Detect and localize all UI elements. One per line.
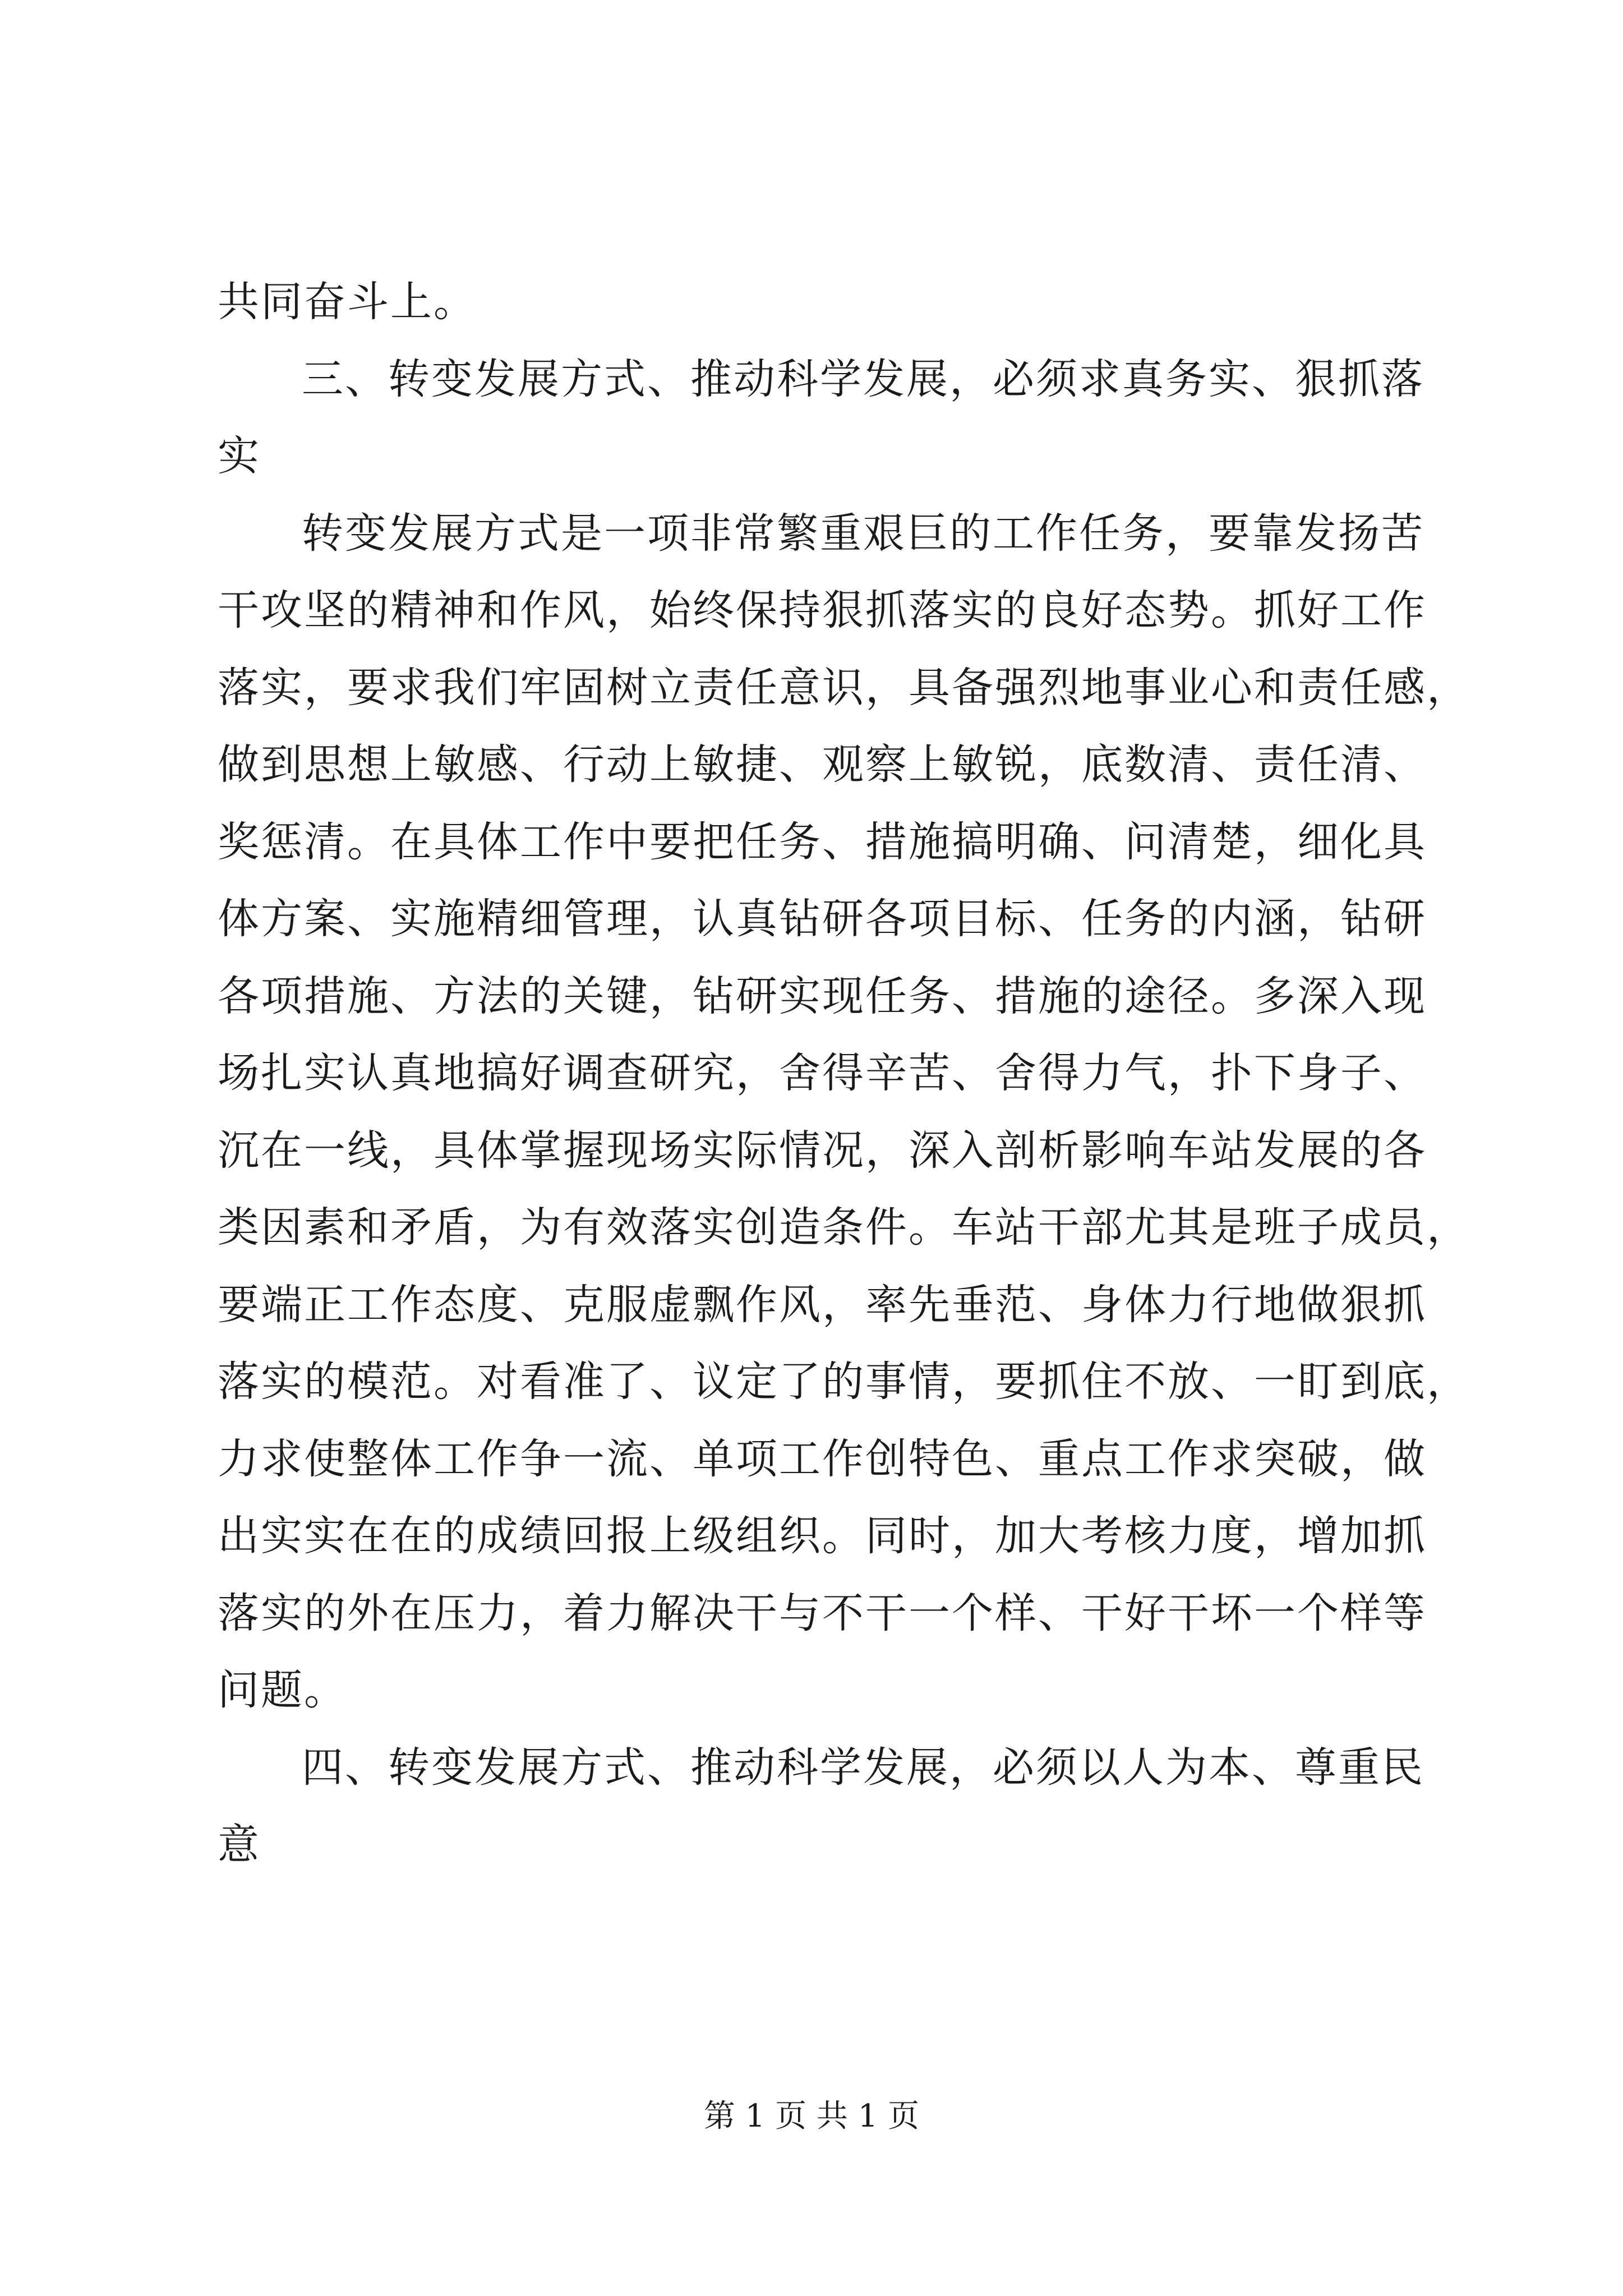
text-line: 出实实在在的成绩回报上级组织。同时，加大考核力度，增加抓 bbox=[218, 1512, 1427, 1560]
text-line: 共同奋斗上。 bbox=[218, 278, 477, 326]
text-line: 三、转变发展方式、推动科学发展，必须求真务实、狠抓落 bbox=[302, 355, 1424, 403]
text-line: 落实的模范。对看准了、议定了的事情，要抓住不放、一盯到底， bbox=[218, 1358, 1470, 1406]
text-line: 落实的外在压力，着力解决干与不干一个样、干好干坏一个样等 bbox=[218, 1589, 1427, 1637]
text-line: 各项措施、方法的关键，钻研实现任务、措施的途径。多深入现 bbox=[218, 972, 1427, 1020]
text-line: 做到思想上敏感、行动上敏捷、观察上敏锐，底数清、责任清、 bbox=[218, 740, 1427, 789]
text-line: 实 bbox=[218, 432, 261, 480]
text-line: 要端正工作态度、克服虚飘作风，率先垂范、身体力行地做狠抓 bbox=[218, 1280, 1427, 1329]
text-line: 意 bbox=[218, 1820, 261, 1869]
text-line: 沉在一线，具体掌握现场实际情况，深入剖析影响车站发展的各 bbox=[218, 1126, 1427, 1175]
text-line: 问题。 bbox=[218, 1666, 347, 1714]
text-line: 体方案、实施精细管理，认真钻研各项目标、任务的内涵，钻研 bbox=[218, 895, 1427, 943]
text-line: 类因素和矛盾，为有效落实创造条件。车站干部尤其是班子成员， bbox=[218, 1203, 1470, 1251]
text-line: 力求使整体工作争一流、单项工作创特色、重点工作求突破，做 bbox=[218, 1434, 1427, 1483]
text-line: 落实，要求我们牢固树立责任意识，具备强烈地事业心和责任感， bbox=[218, 663, 1470, 712]
text-line: 干攻坚的精神和作风，始终保持狠抓落实的良好态势。抓好工作 bbox=[218, 586, 1427, 634]
document-body bbox=[218, 264, 1470, 1884]
text-line: 奖惩清。在具体工作中要把任务、措施搞明确、问清楚，细化具 bbox=[218, 817, 1427, 866]
text-line: 四、转变发展方式、推动科学发展，必须以人为本、尊重民 bbox=[302, 1743, 1424, 1792]
text-line: 转变发展方式是一项非常繁重艰巨的工作任务，要靠发扬苦 bbox=[302, 509, 1424, 558]
text-line: 场扎实认真地搞好调查研究，舍得辛苦、舍得力气，扑下身子、 bbox=[218, 1049, 1427, 1097]
page-footer: 第 1 页 共 1 页 bbox=[703, 2098, 920, 2134]
